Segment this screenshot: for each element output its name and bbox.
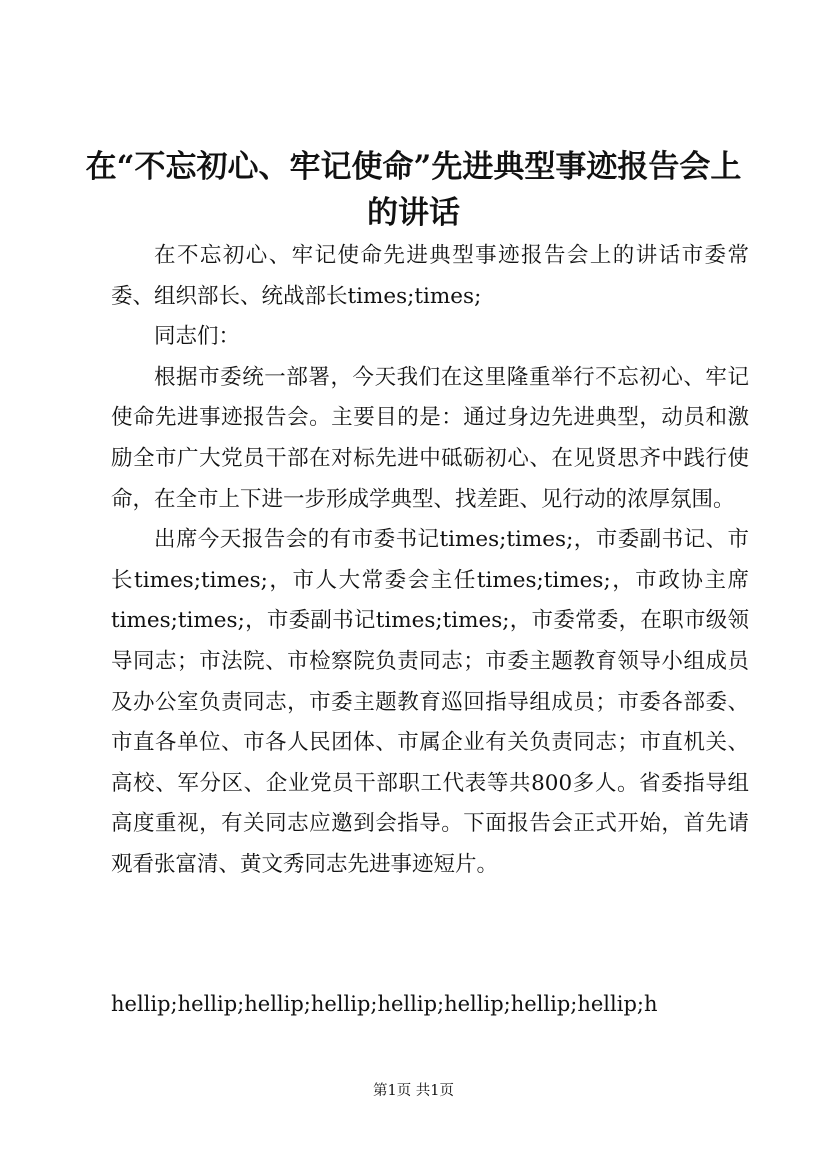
ellipsis-line: hellip;hellip;hellip;hellip;hellip;hellip;hellip;hellip;h	[111, 992, 658, 1016]
paragraph-salutation: 同志们：	[154, 324, 241, 350]
page-footer: 第1页 共1页	[372, 1083, 455, 1099]
document-body	[111, 236, 749, 886]
paragraph-purpose: 根据市委统一部署，今天我们在这里隆重举行不忘初心、牢记使命先进事迹报告会。主要目的是：通过身边先进典型，动员和激励全市广大党员干部在对标先进中砥砺初心、在见贤思齐中践行使命，在全市上下进一步形成学典型、找差距、见行动的浓厚氛围。	[111, 364, 749, 512]
paragraph-heading-line: 在不忘初心、牢记使命先进典型事迹报告会上的讲话市委常委、组织部长、统战部长times;times;	[111, 243, 749, 309]
paragraph-attendees: 出席今天报告会的有市委书记times;times;，市委副书记、市长times;times;，市人大常委会主任times;times;，市政协主席times;times;，市委副书记times;times;，市委常委，在职市级领导同志；市法院、市检察院负责同志；市委主题教育领导小组成员及办公室负责同志，市委主题教育巡回指导组成员；市委各部委、市直各单位、市各人民团体、市属企业有关负责同志；市直机关、高校、军分区、企业党员干部职工代表等共800多人。省委指导组高度重视，有关同志应邀到会指导。下面报告会正式开始，首先请观看张富清、黄文秀同志先进事迹短片。	[111, 527, 749, 877]
document-title: 在“不忘初心、牢记使命”先进典型事迹报告会上的讲话	[85, 149, 742, 231]
